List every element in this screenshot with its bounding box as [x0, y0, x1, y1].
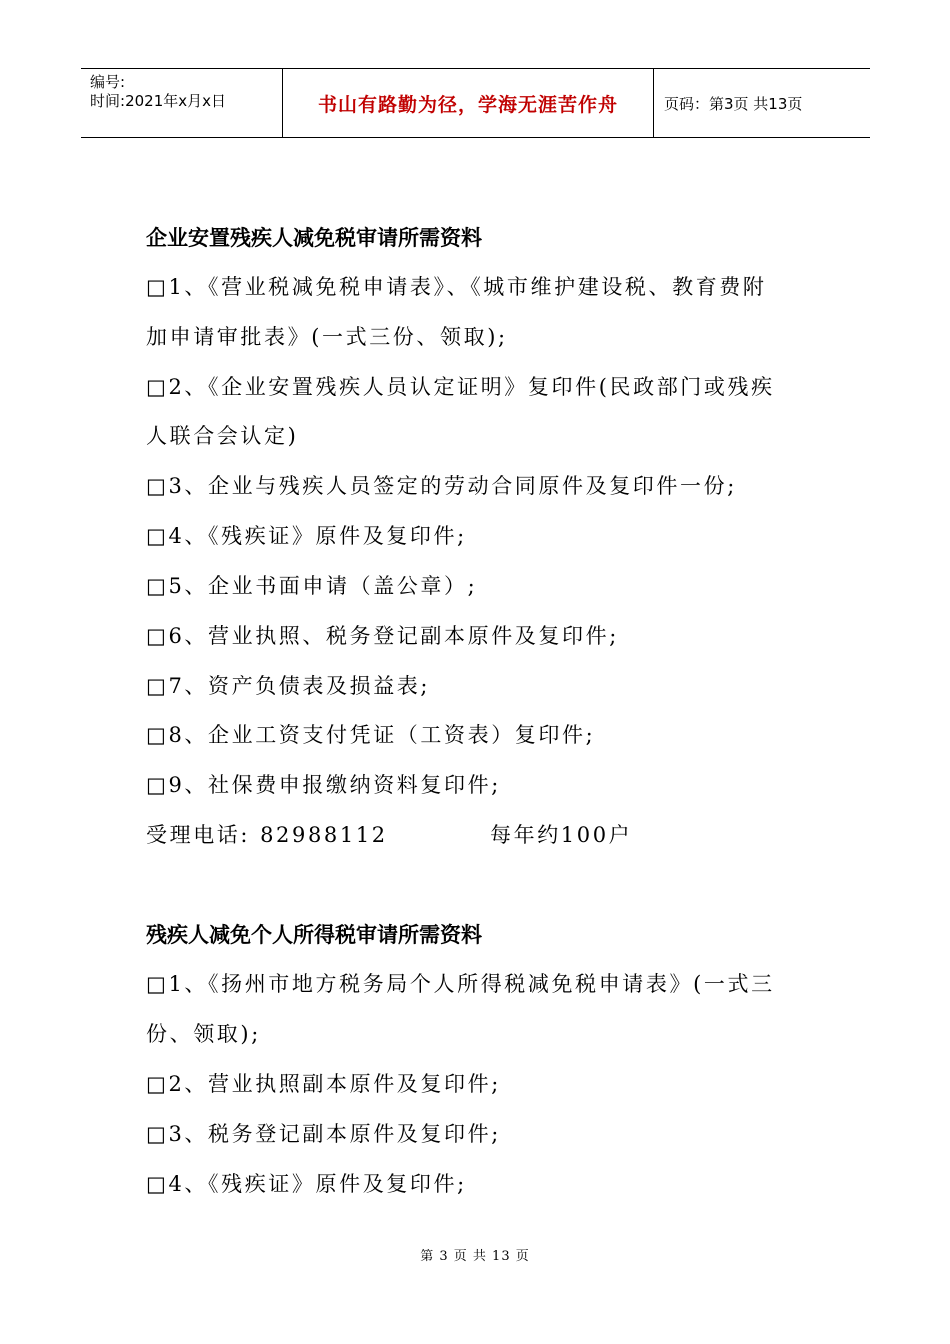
section1-line: □3、企业与残疾人员签定的劳动合同原件及复印件一份; [146, 474, 737, 498]
section1-line: □4、《残疾证》原件及复印件; [146, 524, 467, 548]
section1-line: 人联合会认定) [146, 424, 299, 448]
page-info-text: 页码：第3页 共13页 [664, 94, 803, 113]
time-value: 2021年x月x日 [125, 92, 226, 110]
phone-number: 82988112 [260, 823, 388, 847]
section1-line: □9、社保费申报缴纳资料复印件; [146, 773, 501, 797]
footer-page-number: 第 3 页 共 13 页 [420, 1249, 530, 1264]
time-label: 时间: [90, 92, 126, 110]
section2-line: □2、营业执照副本原件及复印件; [146, 1072, 501, 1096]
section1-line: □2、《企业安置残疾人员认定证明》复印件(民政部门或残疾 [146, 375, 775, 399]
households-note: 每年约100户 [490, 823, 633, 847]
section2-title: 残疾人减免个人所得税审请所需资料 [146, 923, 482, 947]
section1-title: 企业安置残疾人减免税审请所需资料 [146, 226, 482, 250]
section1-line: □1、《营业税减免税申请表》、《城市维护建设税、教育费附 [146, 275, 767, 299]
time-row [90, 92, 282, 111]
section2-line: □3、税务登记副本原件及复印件; [146, 1122, 501, 1146]
header-meta [81, 69, 282, 137]
serial-label: 编号: [90, 73, 126, 91]
phone-row [146, 819, 388, 849]
section2-line: □4、《残疾证》原件及复印件; [146, 1172, 467, 1196]
header-page-info [654, 69, 870, 137]
section2-line: 份、领取); [146, 1022, 261, 1046]
section1-line: □8、企业工资支付凭证（工资表）复印件; [146, 723, 596, 747]
section2-line: □1、《扬州市地方税务局个人所得税减免税申请表》(一式三 [146, 972, 775, 996]
page-header [81, 68, 870, 138]
phone-label: 受理电话: [146, 823, 251, 847]
section1-line: □5、企业书面申请（盖公章）; [146, 574, 478, 598]
header-motto: 书山有路勤为径，学海无涯苦作舟 [317, 93, 618, 116]
header-motto-cell [282, 69, 654, 137]
section1-line: 加申请审批表》(一式三份、领取); [146, 325, 508, 349]
section1-line: □7、资产负债表及损益表; [146, 674, 431, 698]
page-footer [0, 1245, 950, 1264]
section1-line: □6、营业执照、税务登记副本原件及复印件; [146, 624, 619, 648]
